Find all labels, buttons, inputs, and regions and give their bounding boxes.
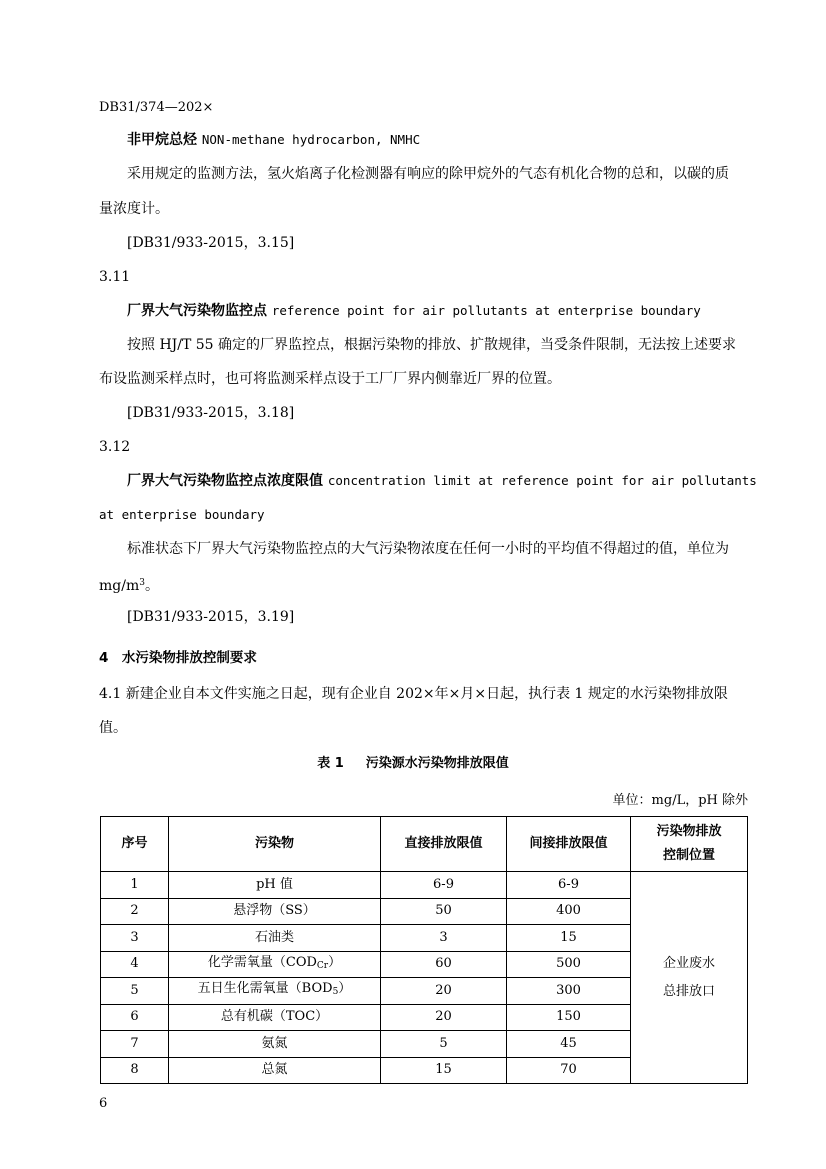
term-3-11-reference: [DB31/933-2015，3.18] [127,405,295,421]
table-caption [0,754,826,774]
header-pollutant: 污染物 [169,817,381,872]
header-direct: 直接排放限值 [381,817,507,872]
term-nmhc [127,130,420,150]
term-3-12-cn: 厂界大气污染物监控点浓度限值 [127,473,323,489]
term-3-11-definition-1: 按照 HJ/T 55 确定的厂界监控点，根据污染物的排放、扩散规律，当受条件限制，无法按上述要求 [127,337,737,353]
term-nmhc-definition-1: 采用规定的监测方法，氢火焰离子化检测器有响应的除甲烷外的气态有机化合物的总和，以碳的质 [127,166,729,182]
term-3-12 [127,471,757,491]
table-row: 6 总有机碳（TOC） 20 150 [101,1004,748,1031]
term-3-11-cn: 厂界大气污染物监控点 [127,303,267,319]
table-row: 2 悬浮物（SS） 50 400 [101,898,748,925]
term-nmhc-en: NON-methane hydrocarbon, NMHC [201,132,421,147]
table-unit-note: 单位：mg/L，pH 除外 [612,793,748,808]
term-3-11-en: reference point for air pollutants at enterprise boundary [271,303,701,318]
table-row: 5 五日生化需氧量$(BOD_5)$ 20 300 [101,978,748,1005]
table-row: 1 pH 值 6-9 6-9 企业废水 总排放口 [101,872,748,899]
section-4-title: 4 水污染物排放控制要求 [99,650,257,666]
table-row: 4 化学需氧量$(COD_{Cr})$ 60 500 [101,951,748,978]
clause-4-1-line2: 值。 [99,720,127,736]
term-3-11-number: 3.11 [99,269,131,285]
term-nmhc-definition-2: 量浓度计。 [99,201,169,217]
table-caption-title: 污染源水污染物排放限值 [365,756,509,771]
clause-4-1-line1: 4.1 新建企业自本文件实施之日起，现有企业自 202×年×月×日起，执行表 1 规定的水污染物排放限 [99,686,728,702]
term-3-12-en-line2: at enterprise boundary [99,507,265,522]
header-position: 污染物排放 控制位置 [631,817,748,872]
header-indirect: 间接排放限值 [507,817,631,872]
term-3-12-definition-1: 标准状态下厂界大气污染物监控点的大气污染物浓度在任何一小时的平均值不得超过的值，单位为 [127,541,729,557]
term-3-11 [127,301,701,321]
document-id: DB31/374—202× [99,100,214,115]
control-position: 企业废水 总排放口 [631,872,748,1084]
table-row: 3 石油类 3 15 [101,925,748,952]
table-row: 8 总氮 15 70 [101,1057,748,1084]
term-3-12-en: concentration limit at reference point for air pollutants [327,473,757,488]
table-header-row [101,817,748,872]
emission-limit-table [100,816,748,1084]
term-3-12-reference: [DB31/933-2015，3.19] [127,609,295,625]
term-nmhc-cn: 非甲烷总烃 [127,132,197,148]
term-nmhc-reference: [DB31/933-2015，3.15] [127,235,295,251]
term-3-12-definition-2: $mg/m^3$。 [99,578,159,594]
table-row: 7 氨氮 5 45 [101,1031,748,1058]
table-caption-number: 表 1 [317,756,344,771]
term-3-11-definition-2: 布设监测采样点时，也可将监测采样点设于工厂厂界内侧靠近厂界的位置。 [99,371,561,387]
header-no: 序号 [101,817,169,872]
page-number: 6 [99,1096,108,1111]
term-3-12-number: 3.12 [99,439,131,455]
